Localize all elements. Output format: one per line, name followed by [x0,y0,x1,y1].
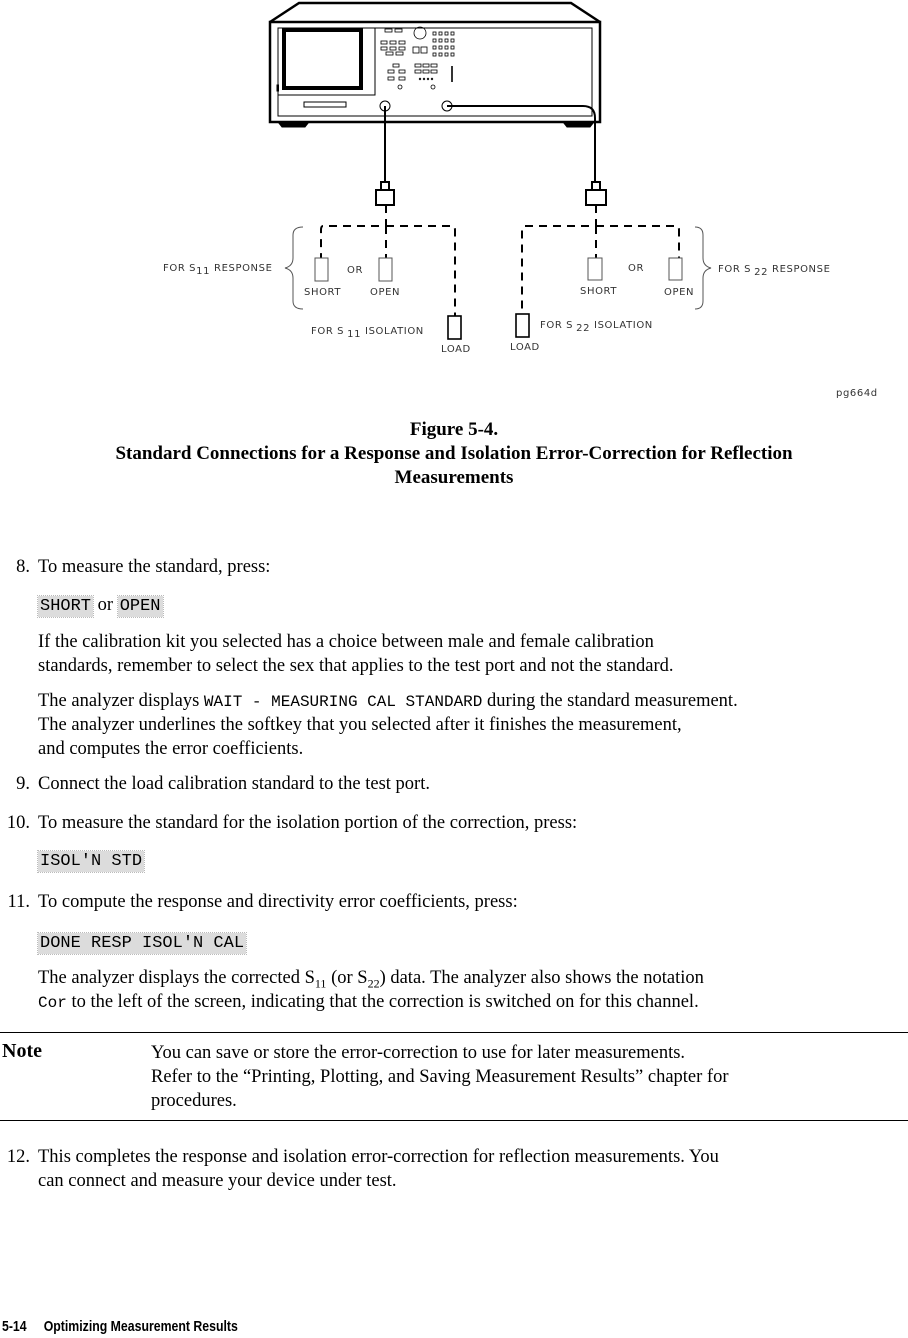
paragraph-line: The analyzer underlines the softkey that you selected after it finishes the measurement, [38,715,682,735]
s11-or-label: OR [347,265,364,276]
page-number: 5-14 [2,1318,27,1335]
s22-or-label: OR [628,263,645,274]
step-number: 12. [6,1147,30,1167]
port2-cable [447,106,595,182]
s22-open-icon [669,258,682,280]
s11-isolation-label: FOR S 11 ISOLATION [311,326,424,340]
s22-short-icon [588,258,602,280]
s11-short-icon [315,258,328,281]
chapter-title: Optimizing Measurement Results [43,1318,238,1335]
note-line: procedures. [151,1091,237,1111]
s11-brace [285,227,303,309]
figure-id-label: pg664d [836,388,878,399]
s11-response-label: FOR S11 RESPONSE [163,263,273,277]
step-text: can connect and measure your device under test. [38,1171,397,1191]
text-span: ) data. The analyzer also shows the notation [379,968,704,988]
text-span: (or S [326,968,368,988]
paragraph-line: and computes the error coefficients. [38,739,304,759]
s22-load-label: LOAD [510,342,540,353]
note-line: Refer to the “Printing, Plotting, and Saving Measurement Results” chapter for [151,1067,729,1087]
subscript: 11 [314,976,327,991]
step-number: 10. [6,813,30,833]
page-footer [2,1318,238,1335]
s22-open-label: OPEN [664,287,695,298]
step-text: To measure the standard for the isolation portion of the correction, press: [38,813,578,833]
network-analyzer-icon [270,3,600,127]
short-softkey[interactable]: SHORT [40,597,92,616]
open-softkey[interactable]: OPEN [119,597,161,616]
s11-short-label: SHORT [304,287,342,298]
step-text: This completes the response and isolation error-correction for reflection measurements. You [38,1147,719,1167]
s22-response-label: FOR S 22 RESPONSE [718,264,831,278]
note-label: Note [2,1040,42,1062]
connection-diagram [0,0,908,410]
status-message: WAIT - MEASURING CAL STANDARD [203,693,483,711]
paragraph-line [38,689,738,714]
softkey-row [38,848,144,874]
s11-load-icon [448,316,461,339]
s22-isolation-label: FOR S 22 ISOLATION [540,320,653,334]
step-number: 11. [7,892,30,912]
note-line: You can save or store the error-correction to use for later measurements. [151,1043,686,1063]
done-resp-isoln-cal-softkey[interactable]: DONE RESP ISOL'N CAL [40,934,245,953]
step-text: To compute the response and directivity error coefficients, press: [38,892,518,912]
step-text: Connect the load calibration standard to the test port. [38,774,430,794]
text-span: during the standard measurement. [482,691,738,711]
paragraph-line: standards, remember to select the sex that applies to the test port and not the standard. [38,656,674,676]
paragraph-line: If the calibration kit you selected has a choice between male and female calibration [38,632,654,652]
cor-notation: Cor [38,994,67,1012]
step-number: 8. [16,557,30,577]
softkey-row [38,593,163,619]
isoln-std-softkey[interactable]: ISOL'N STD [40,852,143,871]
figure-caption-line2: Measurements [394,467,514,488]
or-joiner: or [97,595,114,615]
softkey-row [38,930,246,956]
paragraph-line [38,990,699,1015]
figure-caption-line1: Standard Connections for a Response and Isolation Error-Correction for Reflection [115,443,793,464]
note-bottom-rule [0,1120,908,1121]
s22-load-icon [516,314,529,337]
note-top-rule [0,1032,908,1033]
s22-short-label: SHORT [580,286,618,297]
step-text: To measure the standard, press: [38,557,271,577]
s11-load-label: LOAD [441,344,471,355]
subscript: 22 [367,976,380,991]
port2-adapter-icon [586,182,606,205]
s11-open-label: OPEN [370,287,401,298]
text-span: The analyzer displays [38,691,204,711]
port1-adapter-icon [376,182,394,205]
s11-open-icon [379,258,392,281]
s22-brace [695,227,711,309]
text-span: to the left of the screen, indicating that the correction is switched on for this channel. [66,992,699,1012]
text-span: The analyzer displays the corrected S [38,968,315,988]
step-number: 9. [16,774,30,794]
figure-number: Figure 5-4. [409,419,499,440]
